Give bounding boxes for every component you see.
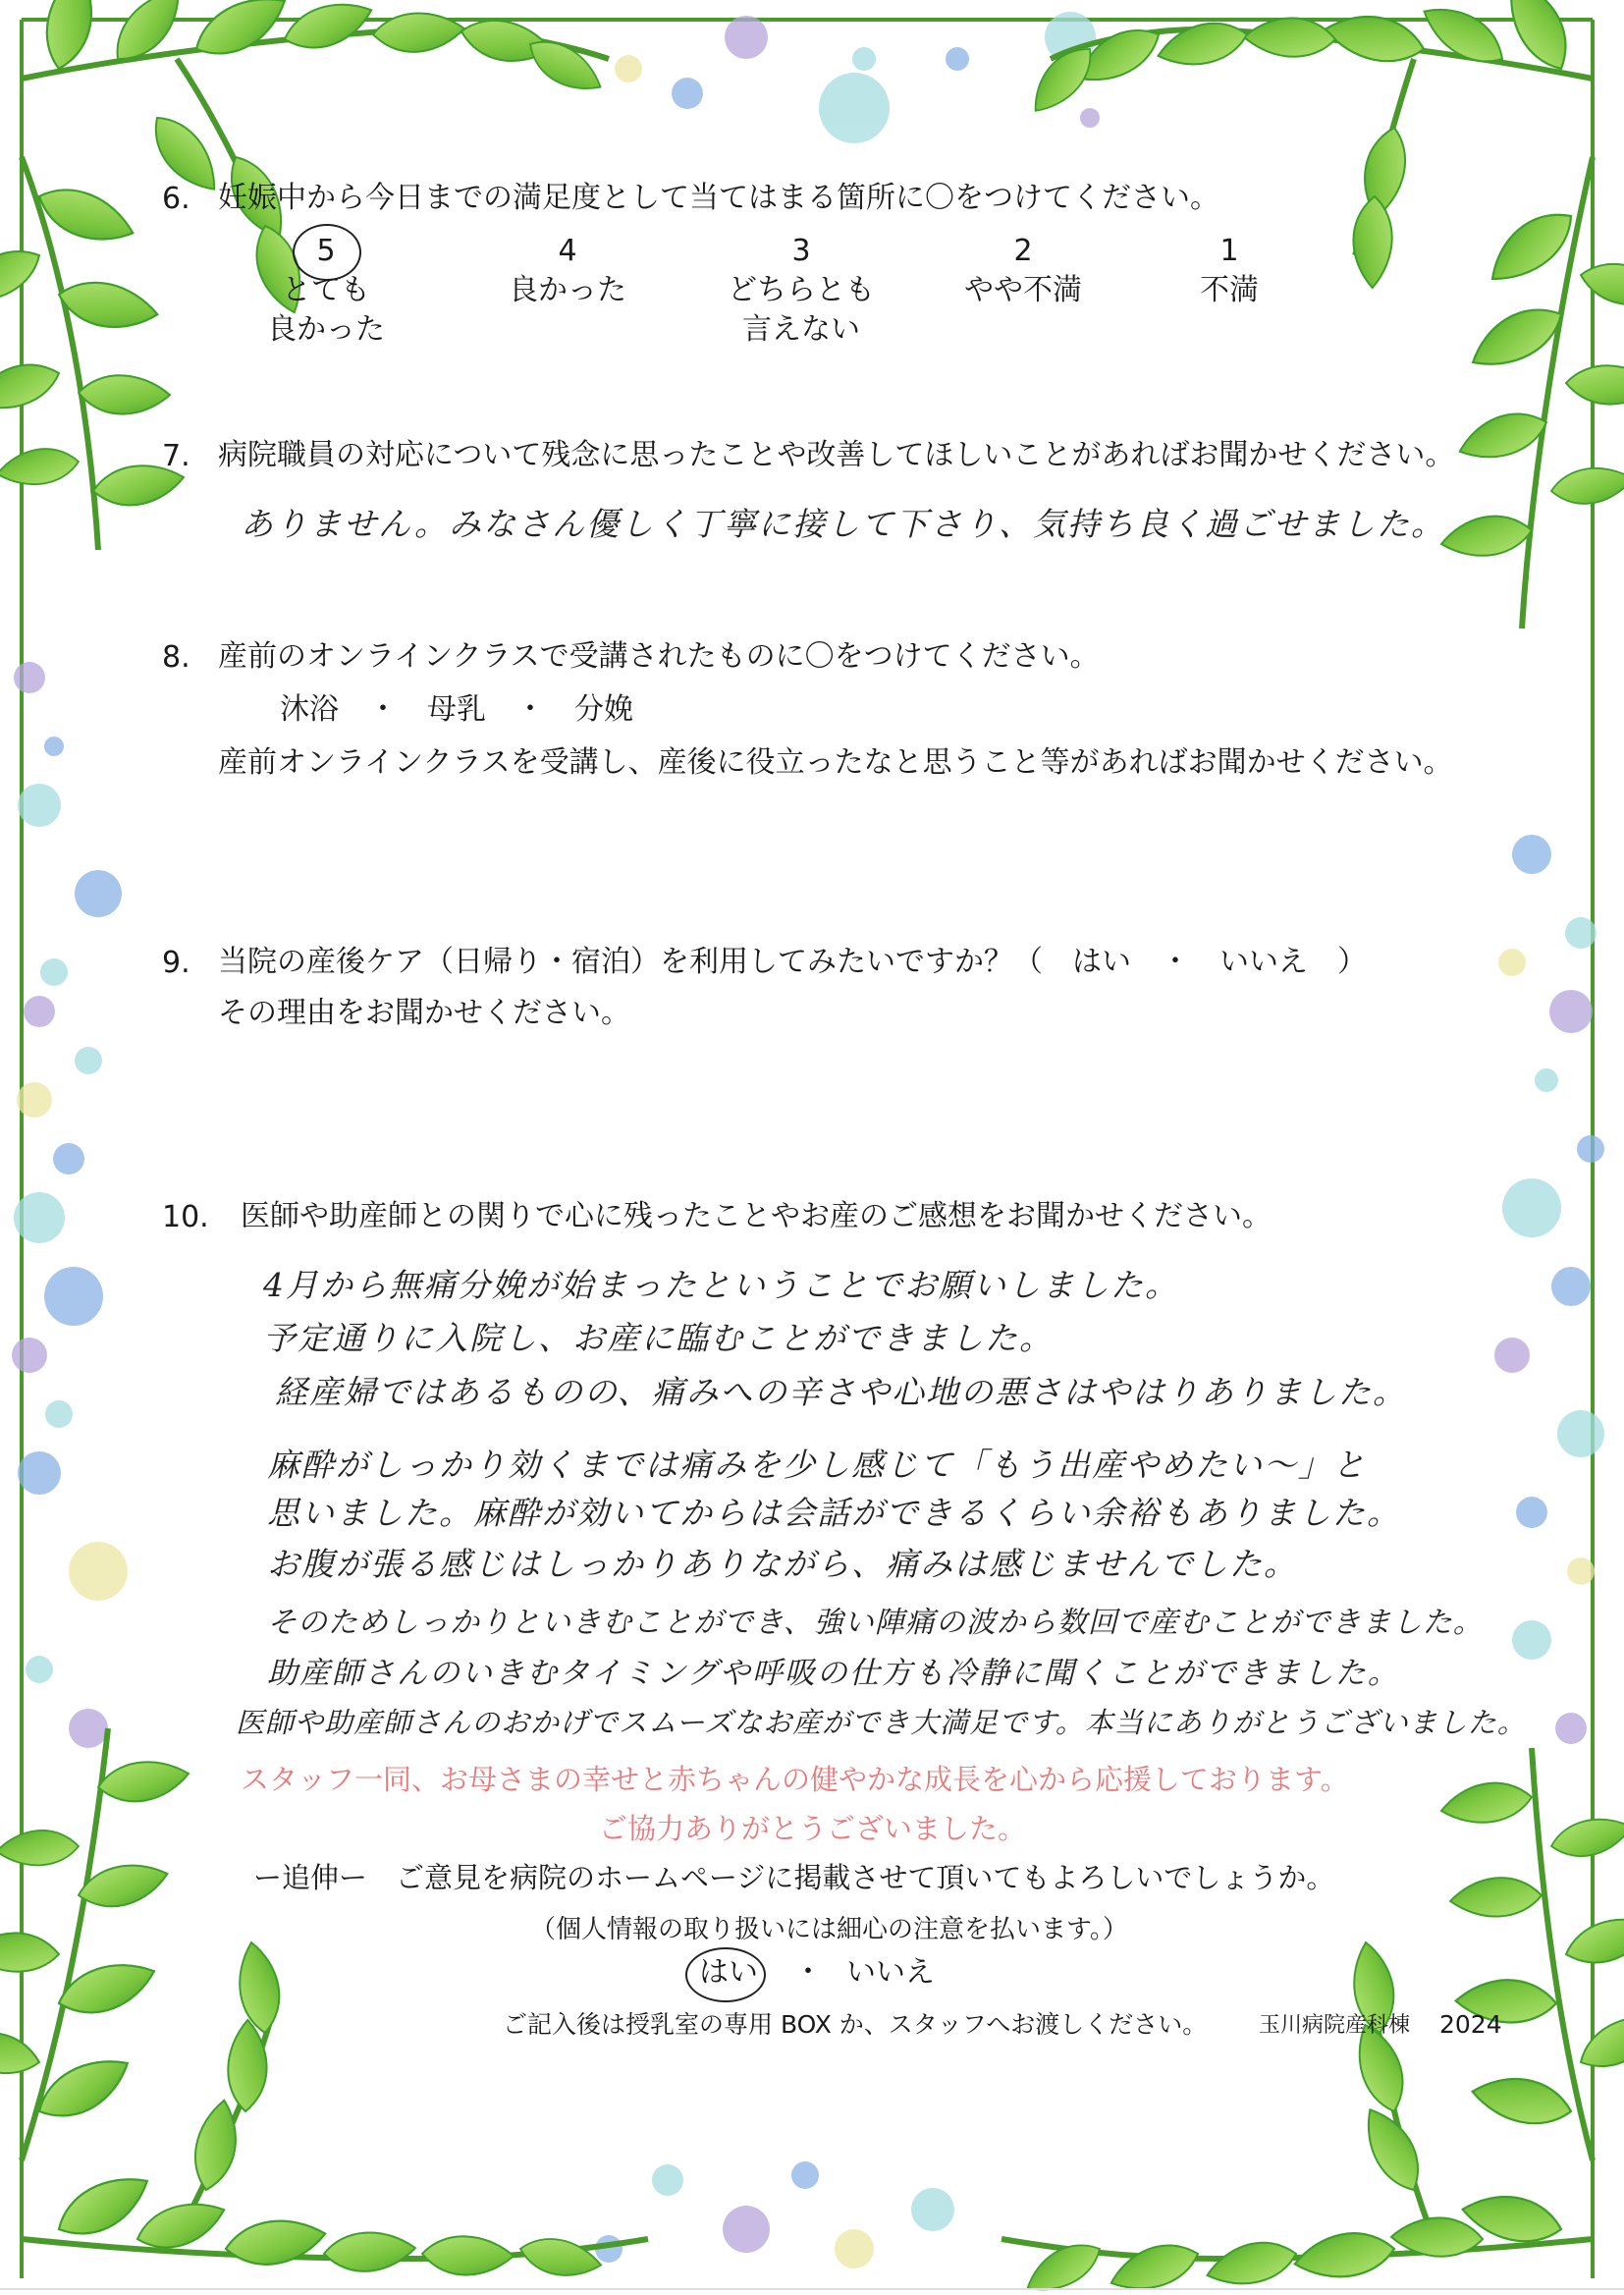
staff-message: スタッフ一同、お母さまの幸せと赤ちゃんの健やかな成長を心から応援しております。 <box>241 1763 1349 1796</box>
question-number: 6. <box>162 182 190 216</box>
no-option[interactable]: いいえ <box>846 1955 935 1990</box>
answer-line-1: 4月から無痛分娩が始まったということでお願いしました。 <box>263 1266 1179 1304</box>
option-label: どちらとも <box>728 273 875 307</box>
option-number: 3 <box>791 234 811 268</box>
option-number: 2 <box>1013 234 1033 268</box>
submission-instructions: ご記入後は授乳室の専用 BOX か、スタッフへお渡しください。 <box>503 2010 1208 2039</box>
answer-line-9: 医師や助産師さんのおかげでスムーズなお産ができ大満足です。本当にありがとうございました。 <box>236 1706 1527 1739</box>
option-3[interactable] <box>703 232 899 350</box>
privacy-note: （個人情報の取り扱いには細心の注意を払います。） <box>530 1915 1128 1944</box>
option-4[interactable] <box>469 232 666 310</box>
answer-line-6: お腹が張る感じはしっかりありながら、痛みは感じませんでした。 <box>267 1545 1298 1583</box>
question-subtext: その理由をお聞かせください。 <box>218 996 630 1030</box>
question-number: 10. <box>162 1200 209 1234</box>
question-text: 病院職員の対応について残念に思ったことや改善してほしいことがあればお聞かせください。 <box>218 438 1455 472</box>
answer-line-2: 予定通りに入院し、お産に臨むことができました。 <box>263 1319 1054 1357</box>
handwritten-answer: ありません。みなさん優しく丁寧に接して下さり、気持ち良く過ごせました。 <box>241 505 1445 543</box>
question-text: 妊娠中から今日までの満足度として当てはまる箇所に〇をつけてください。 <box>218 181 1219 215</box>
question-number: 8. <box>162 640 190 675</box>
answer-line-5: 思いました。麻酔が効いてからは会話ができるくらい余裕もありました。 <box>267 1494 1401 1532</box>
hospital-name: 玉川病院産科棟 <box>1259 2013 1411 2038</box>
answer-line-8: 助産師さんのいきむタイミングや呼吸の仕方も冷静に聞くことができました。 <box>267 1656 1400 1691</box>
answer-line-3: 経産婦ではあるものの、痛みへの辛さや心地の悪さはやはりありました。 <box>275 1373 1408 1411</box>
option-number: 5 <box>316 234 336 268</box>
question-text: 産前のオンラインクラスで受講されたものに〇をつけてください。 <box>218 639 1100 674</box>
option-label: やや不満 <box>964 273 1082 307</box>
page-edge-line <box>0 2288 1624 2290</box>
class-options[interactable]: 沐浴 ・ 母乳 ・ 分娩 <box>280 692 633 727</box>
option-1[interactable] <box>1131 232 1327 310</box>
question-text: 医師や助産師との関りで心に残ったことやお産のご感想をお聞かせください。 <box>241 1199 1272 1233</box>
answer-line-4: 麻酔がしっかり効くまでは痛みを少し感じて「もう出産やめたい～」と <box>267 1446 1367 1484</box>
option-number: 4 <box>558 234 577 268</box>
option-label: とても <box>282 273 370 307</box>
question-text: 当院の産後ケア（日帰り・宿泊）を利用してみたいですか？（ はい ・ いいえ ） <box>218 945 1367 979</box>
answer-line-7: そのためしっかりといきむことができ、強い陣痛の波から数回で産むことができました。 <box>267 1606 1484 1640</box>
option-label: 不満 <box>1200 273 1259 307</box>
thanks-message: ご協力ありがとうございました。 <box>599 1812 1027 1845</box>
postscript: ー追伸ー ご意見を病院のホームページに掲載させて頂いてもよろしいでしょうか。 <box>253 1861 1335 1894</box>
question-number: 9. <box>162 946 190 980</box>
year: 2024 <box>1439 2010 1502 2039</box>
question-number: 7. <box>162 439 190 473</box>
option-2[interactable] <box>925 232 1121 310</box>
option-number: 1 <box>1219 234 1239 268</box>
option-label-2: 言えない <box>742 312 860 347</box>
option-label: 良かった <box>509 273 626 307</box>
option-label-2: 良かった <box>267 312 385 347</box>
yes-option[interactable]: はい <box>699 1955 758 1990</box>
question-subtext: 産前オンラインクラスを受講し、産後に役立ったなと思うこと等があればお聞かせください。 <box>218 745 1453 780</box>
separator-dot: ・ <box>793 1955 823 1990</box>
option-5[interactable] <box>228 232 424 350</box>
